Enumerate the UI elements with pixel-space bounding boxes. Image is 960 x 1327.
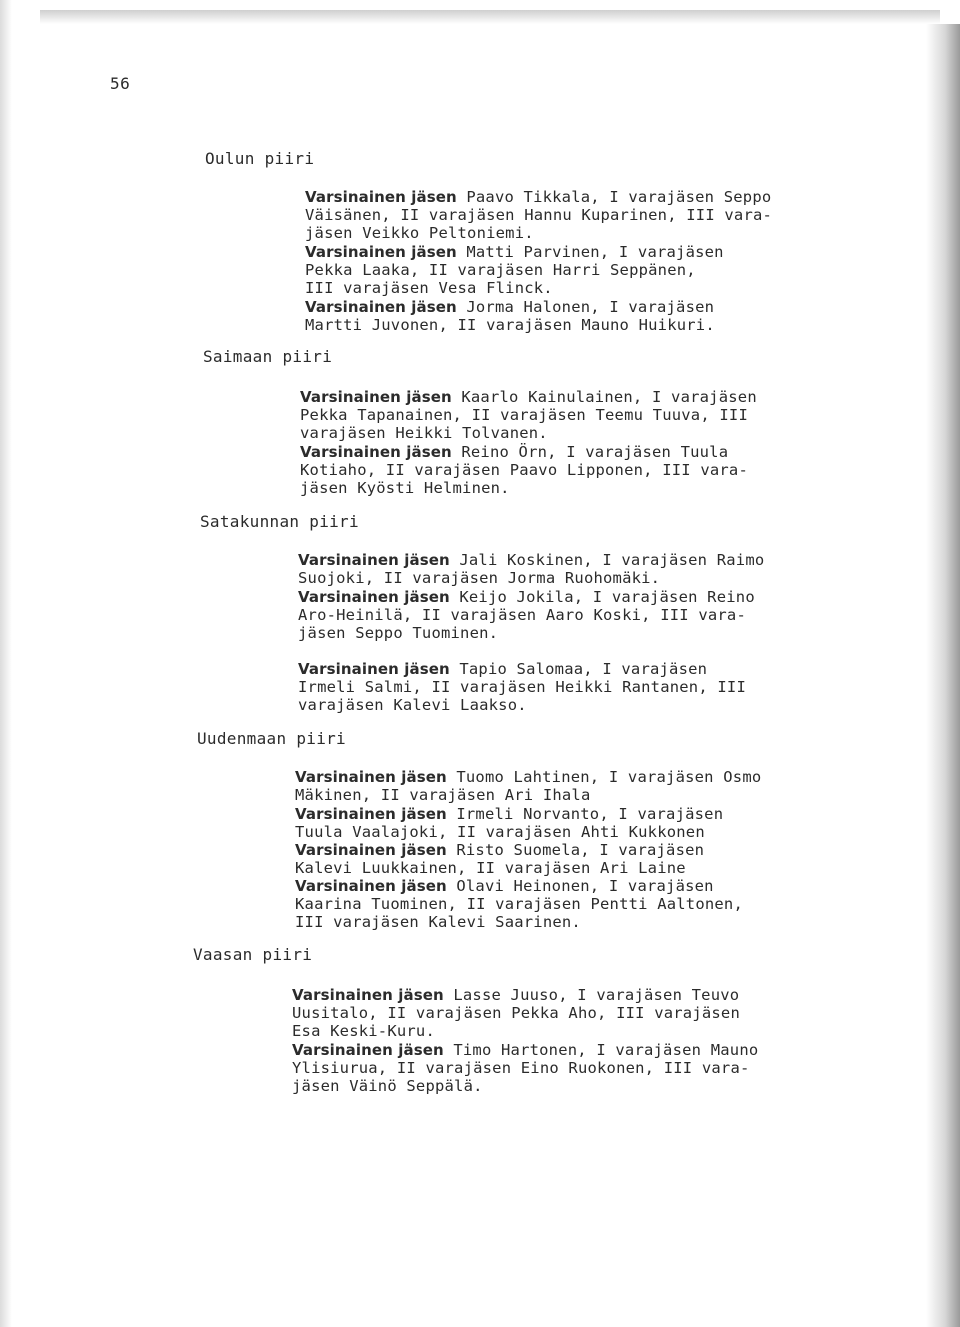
- entry-lead: Varsinainen jäsen: [305, 298, 457, 316]
- region-heading-saimaa: Saimaan piiri: [203, 347, 333, 366]
- member-entry: [295, 877, 855, 931]
- member-entry: [305, 243, 865, 297]
- entry-lead: Varsinainen jäsen: [298, 660, 450, 678]
- member-entry: [305, 298, 865, 334]
- entry-lead: Varsinainen jäsen: [295, 768, 447, 786]
- entry-text: Lasse Juuso, I varajäsen Teuvo Uusitalo, II varajäsen Pekka Aho, III varajäsen Esa Keski-Kuru.: [292, 986, 740, 1040]
- entry-lead: Varsinainen jäsen: [292, 986, 444, 1004]
- entry-text: Irmeli Norvanto, I varajäsen Tuula Vaalajoki, II varajäsen Ahti Kukkonen: [295, 805, 724, 841]
- page-left-edge: [0, 0, 12, 1327]
- entry-lead: Varsinainen jäsen: [295, 841, 447, 859]
- page-number: 56: [110, 74, 131, 93]
- entry-text: Keijo Jokila, I varajäsen Reino Aro-Heinilä, II varajäsen Aaro Koski, III vara- jäsen Seppo Tuominen.: [298, 588, 755, 642]
- member-entry: [295, 805, 855, 841]
- entry-text: Jali Koskinen, I varajäsen Raimo Suojoki, II varajäsen Jorma Ruohomäki.: [298, 551, 765, 587]
- entry-text: Jorma Halonen, I varajäsen Martti Juvonen, II varajäsen Mauno Huikuri.: [305, 298, 715, 334]
- entry-lead: Varsinainen jäsen: [292, 1041, 444, 1059]
- region-heading-satakunta: Satakunnan piiri: [200, 512, 359, 531]
- entry-text: Timo Hartonen, I varajäsen Mauno Ylisiurua, II varajäsen Eino Ruokonen, III vara- jäsen Väinö Seppälä.: [292, 1041, 759, 1095]
- member-entry: [292, 986, 852, 1040]
- entry-text: Tuomo Lahtinen, I varajäsen Osmo Mäkinen, II varajäsen Ari Ihala: [295, 768, 762, 804]
- entry-lead: Varsinainen jäsen: [295, 805, 447, 823]
- region-heading-uusimaa: Uudenmaan piiri: [197, 729, 346, 748]
- entry-lead: Varsinainen jäsen: [300, 388, 452, 406]
- entry-text: Paavo Tikkala, I varajäsen Seppo Väisänen, II varajäsen Hannu Kuparinen, III vara- jäsen Veikko Peltoniemi.: [305, 188, 773, 242]
- region-heading-oulu: Oulun piiri: [205, 149, 315, 168]
- entry-text: Risto Suomela, I varajäsen Kalevi Luukkainen, II varajäsen Ari Laine: [295, 841, 705, 877]
- entry-lead: Varsinainen jäsen: [300, 443, 452, 461]
- member-entry: [298, 660, 858, 714]
- entry-text: Reino Örn, I varajäsen Tuula Kotiaho, II varajäsen Paavo Lipponen, III vara- jäsen Kyösti Helminen.: [300, 443, 748, 497]
- page-right-edge: [926, 24, 960, 1327]
- member-entry: [298, 551, 858, 587]
- member-entry: [305, 188, 865, 242]
- entry-lead: Varsinainen jäsen: [295, 877, 447, 895]
- entry-lead: Varsinainen jäsen: [305, 243, 457, 261]
- member-entry: [300, 388, 860, 442]
- entry-text: Kaarlo Kainulainen, I varajäsen Pekka Tapanainen, II varajäsen Teemu Tuuva, III varajäsen Heikki Tolvanen.: [300, 388, 757, 442]
- region-heading-vaasa: Vaasan piiri: [193, 945, 313, 964]
- member-entry: [300, 443, 860, 497]
- member-entry: [295, 768, 855, 804]
- entry-lead: Varsinainen jäsen: [298, 551, 450, 569]
- member-entry: [292, 1041, 852, 1095]
- entry-text: Matti Parvinen, I varajäsen Pekka Laaka, II varajäsen Harri Seppänen, III varajäsen Vesa Flinck.: [305, 243, 724, 297]
- entry-lead: Varsinainen jäsen: [305, 188, 457, 206]
- entry-text: Olavi Heinonen, I varajäsen Kaarina Tuominen, II varajäsen Pentti Aaltonen, III varajäsen Kalevi Saarinen.: [295, 877, 743, 931]
- entry-text: Tapio Salomaa, I varajäsen Irmeli Salmi, II varajäsen Heikki Rantanen, III varajäsen Kalevi Laakso.: [298, 660, 746, 714]
- member-entry: [295, 841, 855, 877]
- member-entry: [298, 588, 858, 642]
- page-top-edge: [40, 10, 940, 24]
- entry-lead: Varsinainen jäsen: [298, 588, 450, 606]
